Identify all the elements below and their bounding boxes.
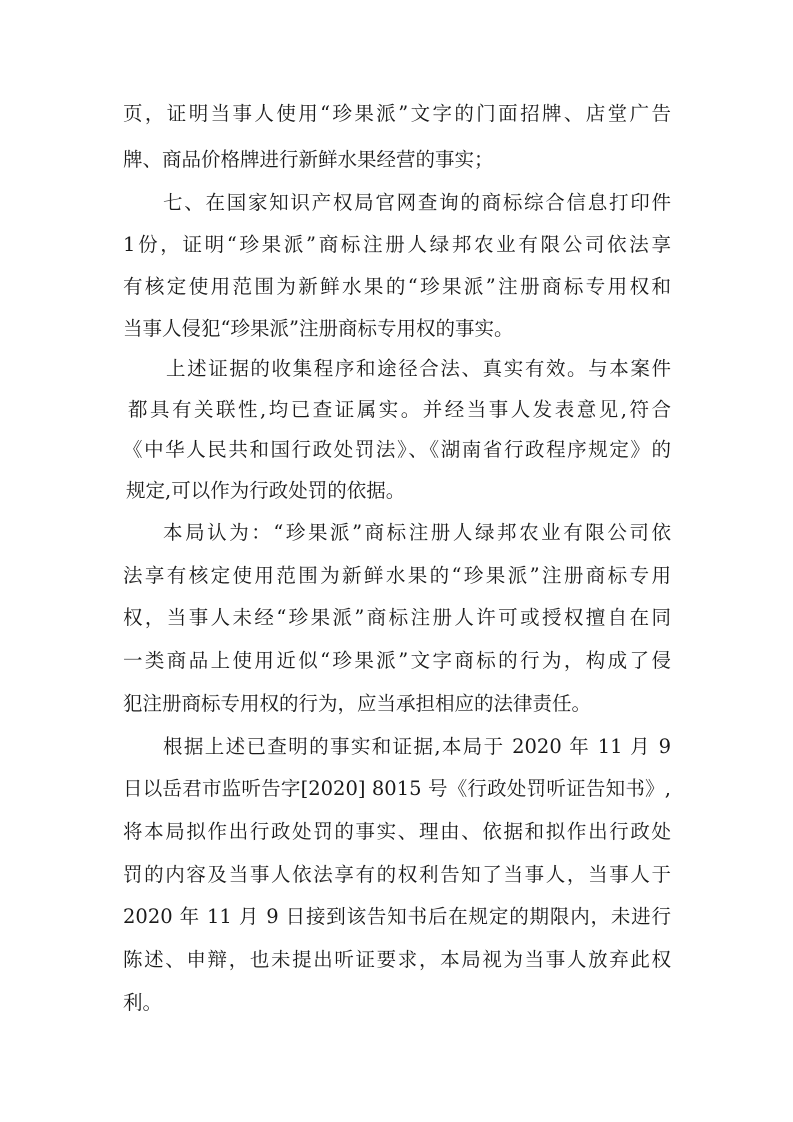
body-line: 陈述、申辩，也未提出听证要求，本局视为当事人放弃此权 [123, 948, 671, 971]
body-line: 上述证据的收集程序和途径合法、真实有效。与本案件 [166, 357, 671, 380]
body-line: 权，当事人未经“珍果派”商标注册人许可或授权擅自在同 [123, 606, 671, 629]
body-line: 有核定使用范围为新鲜水果的“珍果派”注册商标专用权和 [123, 275, 671, 298]
body-line: 七、在国家知识产权局官网查询的商标综合信息打印件 [163, 191, 671, 214]
body-line: 都具有关联性,均已查证属实。并经当事人发表意见,符合 [128, 398, 671, 421]
body-line: 日以岳君市监听告字[2020] 8015 号《行政处罚听证告知书》, [123, 777, 671, 800]
body-line: 犯注册商标专用权的行为，应当承担相应的法律责任。 [123, 692, 592, 715]
body-line: 《中华人民共和国行政处罚法》、《湖南省行政程序规定》的 [123, 438, 671, 461]
body-line: 一类商品上使用近似“珍果派”文字商标的行为，构成了侵 [123, 649, 671, 672]
body-line: 2020 年 11 月 9 日接到该告知书后在规定的期限内，未进行 [123, 905, 671, 928]
body-line: 根据上述已查明的事实和证据,本局于 2020 年 11 月 9 [163, 735, 671, 758]
body-line: 法享有核定使用范围为新鲜水果的“珍果派”注册商标专用 [123, 564, 671, 587]
body-line: 利。 [123, 991, 163, 1014]
body-line: 本局认为：“珍果派”商标注册人绿邦农业有限公司依 [163, 521, 671, 544]
body-line: 1份，证明“珍果派”商标注册人绿邦农业有限公司依法享 [123, 233, 671, 256]
body-line: 罚的内容及当事人依法享有的权利告知了当事人，当事人于 [123, 863, 671, 886]
body-line: 当事人侵犯“珍果派”注册商标专用权的事实。 [123, 317, 514, 340]
body-line: 页，证明当事人使用“珍果派”文字的门面招牌、店堂广告 [123, 102, 671, 125]
body-line: 牌、商品价格牌进行新鲜水果经营的事实； [123, 148, 494, 171]
body-line: 将本局拟作出行政处罚的事实、理由、依据和拟作出行政处 [123, 820, 671, 843]
body-line: 规定,可以作为行政处罚的依据。 [126, 479, 406, 502]
